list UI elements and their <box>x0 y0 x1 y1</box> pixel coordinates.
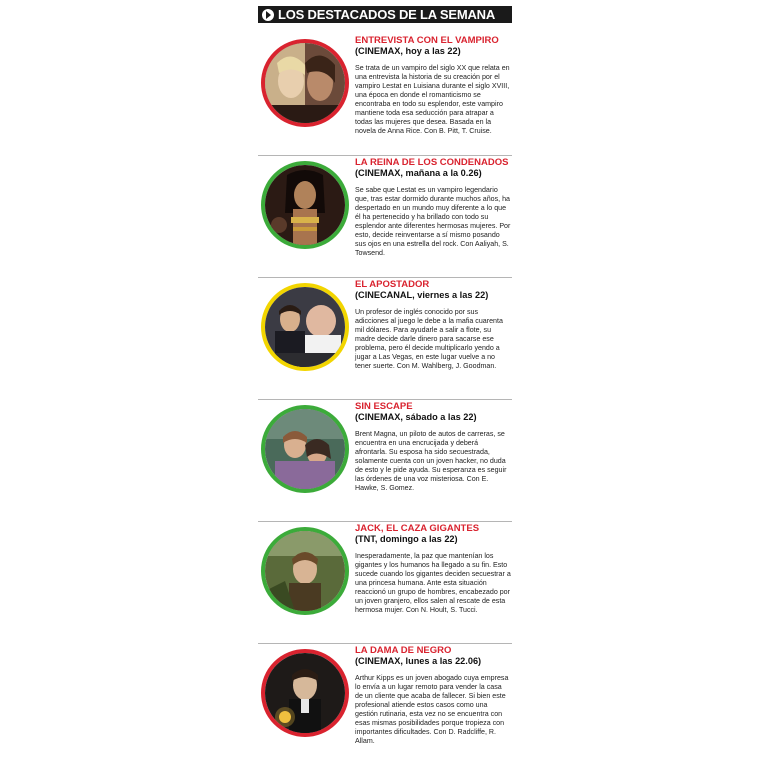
poster-image <box>265 165 345 245</box>
movie-item <box>258 401 512 522</box>
movie-item <box>258 157 512 278</box>
movie-title: LA REINA DE LOS CONDENADOS <box>355 157 509 168</box>
poster-image <box>265 531 345 611</box>
movie-title: SIN ESCAPE <box>355 401 413 412</box>
movie-title: LA DAMA DE NEGRO <box>355 645 452 656</box>
movie-poster-thumbnail <box>261 649 349 737</box>
movie-schedule: (CINEMAX, lunes a las 22.06) <box>355 656 482 666</box>
movie-schedule: (CINEMAX, hoy a las 22) <box>355 46 461 56</box>
movie-title: ENTREVISTA CON EL VAMPIRO <box>355 35 499 46</box>
poster-image <box>265 43 345 123</box>
movie-item <box>258 279 512 400</box>
movie-poster-thumbnail <box>261 283 349 371</box>
movie-description: Arthur Kipps es un joven abogado cuya empresa lo envía a un lugar remoto para vender la casa de un cliente que acaba de fallecer. Si bien este profesional atiende estos casos como una gestión rutinaria, esta vez no se encuentra con esas mismas posibilidades porque tropieza con importantes dificultades. Con D. Radcliffe, R. Allam. <box>355 674 509 745</box>
movie-poster-thumbnail <box>261 39 349 127</box>
movie-description: Brent Magna, un piloto de autos de carreras, se encuentra en una encrucijada y deberá afrontarla. Su esposa ha sido secuestrada, solamente cuenta con un joven hacker, no duda de esto y le pide ayuda. Su esperanza es seguir las órdenes de una voz misteriosa. Con E. Hawke, S. Gomez. <box>355 430 507 492</box>
movie-item <box>258 35 512 156</box>
movie-description: Se trata de un vampiro del siglo XX que relata en una entrevista la historia de su creación por el vampiro Lestat en Luisiana durante el siglo XVIII, una época en donde el romanticismo se encontraba en todo su esplendor, este vampiro mantiene toda esa seducción para atrapar a todas las mujeres que desea. Basada en la novela de Anna Rice. Con B. Pitt, T. Cruise. <box>355 64 510 135</box>
movie-schedule: (CINECANAL, viernes a las 22) <box>355 290 489 300</box>
poster-image <box>265 287 345 367</box>
movie-title: EL APOSTADOR <box>355 279 430 290</box>
movie-poster-thumbnail <box>261 527 349 615</box>
section-title: LOS DESTACADOS DE LA SEMANA <box>278 7 496 22</box>
poster-image <box>265 409 345 489</box>
movie-description: Un profesor de inglés conocido por sus adicciones al juego le debe a la mafia cuarenta mil dólares. Para ayudarle a salir a flote, su madre decide darle dinero para sacarse ese problema, pero él decide multiplicarlo yendo a jugar a Las Vegas, en este lugar vuelve a no tener suerte. Con M. Wahlberg, J. Goodman. <box>355 308 503 370</box>
movie-description: Inesperadamente, la paz que mantenían los gigantes y los humanos ha llegado a su fin. Esto sucede cuando los gigantes deciden secuestrar a una princesa humana. Ante esta situación reaccionó un grupo de hombres, encabezado por un joven granjero, ellos salen al rescate de esta hermosa mujer. Con N. Hoult, S. Tucci. <box>355 552 511 614</box>
movie-schedule: (CINEMAX, mañana a la 0.26) <box>355 168 482 178</box>
movie-poster-thumbnail <box>261 161 349 249</box>
movie-title: JACK, EL CAZA GIGANTES <box>355 523 480 534</box>
movie-schedule: (CINEMAX, sábado a las 22) <box>355 412 477 422</box>
movie-item <box>258 523 512 644</box>
movie-description: Se sabe que Lestat es un vampiro legendario que, tras estar dormido durante muchos años, ha despertado en un mundo muy diferente a lo que él ha pertenecido y ha brillado con todo su esplendor ante diferentes hermosas mujeres. Por esto, decide reinventarse a sí mismo posando sus ojos en una estrella del rock. Con Aaliyah, S. Towsend. <box>355 186 511 257</box>
movie-schedule: (TNT, domingo a las 22) <box>355 534 458 544</box>
poster-image <box>265 653 345 733</box>
section-header <box>258 6 512 23</box>
movie-poster-thumbnail <box>261 405 349 493</box>
play-arrow-icon <box>262 9 274 21</box>
movie-item <box>258 645 512 765</box>
